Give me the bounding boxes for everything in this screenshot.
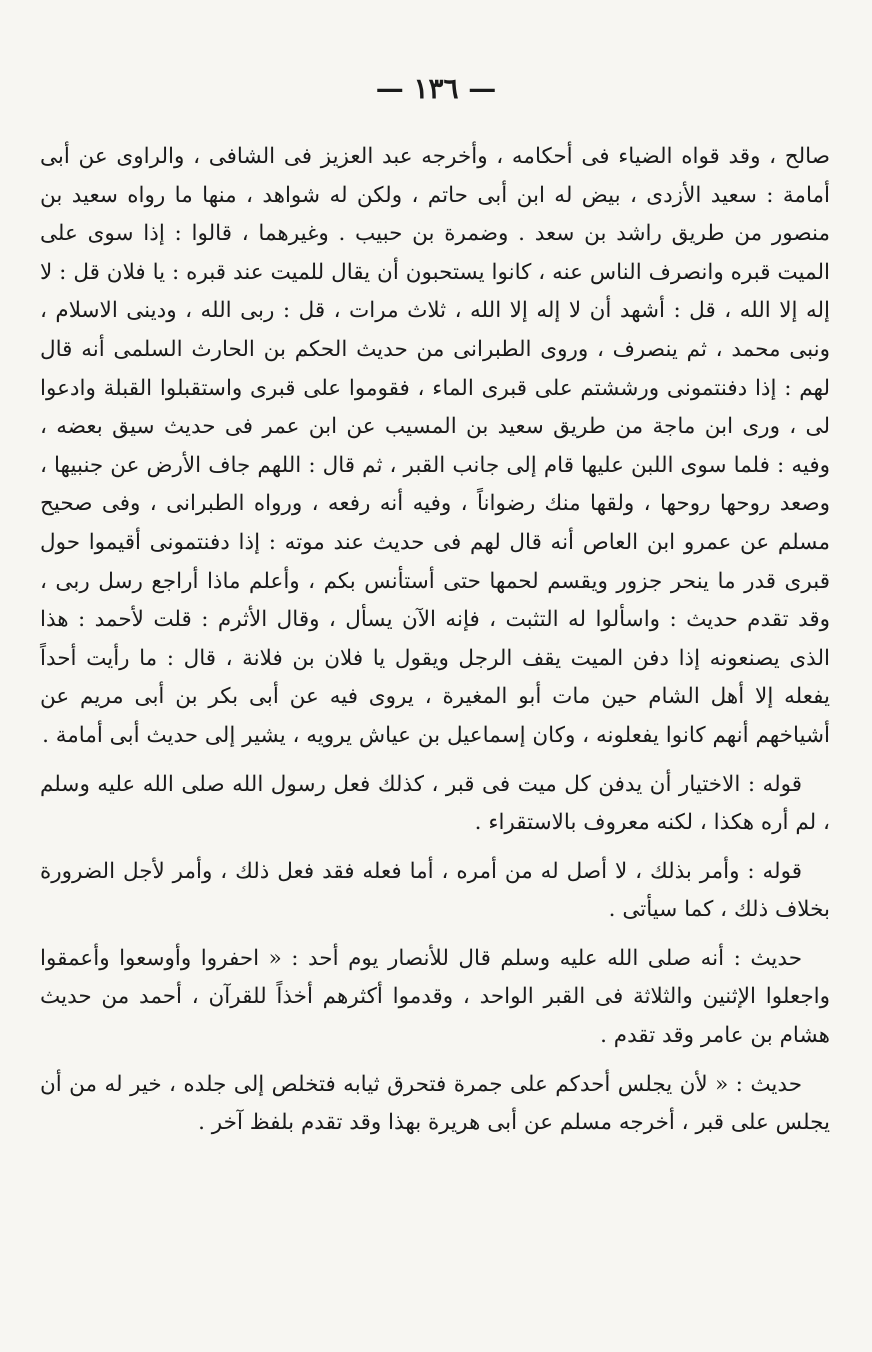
paragraph: حديث : « لأن يجلس أحدكم على جمرة فتحرق ثيابه فتخلص إلى جلده ، خير له من أن يجلس على قبر ، أخرجه مسلم عن أبى هريرة بهذا وقد تقدم بلفظ آخر . (40, 1071, 830, 1136)
paragraph: قوله : وأمر بذلك ، لا أصل له من أمره ، أما فعله فقد فعل ذلك ، وأمر لأجل الضرورة بخلاف ذلك ، كما سيأتى . (40, 858, 830, 923)
paragraph: صالح ، وقد قواه الضياء فى أحكامه ، وأخرجه عبد العزيز فى الشافى ، والراوى عن أبى أمامة : سعيد الأزدى ، بيض له ابن أبى حاتم ، ولكن له شواهد ، منها ما رواه سعيد بن منصور من طريق راشد بن سعد . وضمرة بن حبيب . وغيرهما ، قالوا : إذا سوى على الميت قبره وانصرف الناس عنه ، كانوا يستحبون أن يقال للميت عند قبره : يا فلان قل : لا إله إلا الله ، قل : أشهد أن لا إله إلا الله ، ثلاث مرات ، قل : ربى الله ، ودينى الاسلام ، ونبى محمد ، ثم ينصرف ، وروى الطبرانى من حديث الحكم بن الحارث السلمى أنه قال لهم : إذا دفنتمونى ورششتم على قبرى الماء ، فقوموا على قبرى واستقبلوا القبلة وادعوا لى ، ورى ابن ماجة من طريق سعيد بن المسيب عن ابن عمر فى حديث سيق بعضه ، وفيه : فلما سوى اللبن عليها قام إلى جانب القبر ، ثم قال : اللهم جاف الأرض عن جنبيها ، وصعد روحها روحها ، ولقها منك رضواناً ، وفيه أنه رفعه ، ورواه الطبرانى ، وفى صحيح مسلم عن عمرو ابن العاص أنه قال لهم فى حديث عند موته : إذا دفنتمونى أقيموا حول قبرى قدر ما ينحر جزور ويقسم لحمها حتى أستأنس بكم ، وأعلم ماذا أراجع رسل ربى ، وقد تقدم حديث : واسألوا له التثبت ، فإنه الآن يسأل ، وقال الأثرم : قلت لأحمد : هذا الذى يصنعونه إذا دفن الميت يقف الرجل ويقول يا فلان بن فلانة ، قال : ما رأيت أحداً يفعله إلا أهل الشام حين مات أبو المغيرة ، يروى فيه عن أبى بكر بن أبى مريم عن أشياخهم أنهم كانوا يفعلونه ، وكان إسماعيل بن عياش يرويه ، يشير إلى حديث أبى أمامة . (40, 144, 830, 748)
paragraph: حديث : أنه صلى الله عليه وسلم قال للأنصار يوم أحد : « احفروا وأوسعوا وأعمقوا واجعلوا الإثنين والثلاثة فى القبر الواحد ، وقدموا أكثرهم أخذاً للقرآن ، أحمد من حديث هشام بن عامر وقد تقدم . (40, 945, 830, 1049)
page-number: — ١٣٦ — (375, 72, 497, 105)
body-text (40, 138, 830, 1143)
paragraph: قوله : الاختيار أن يدفن كل ميت فى قبر ، كذلك فعل رسول الله صلى الله عليه وسلم ، لم أره هكذا ، لكنه معروف بالاستقراء . (40, 771, 830, 836)
